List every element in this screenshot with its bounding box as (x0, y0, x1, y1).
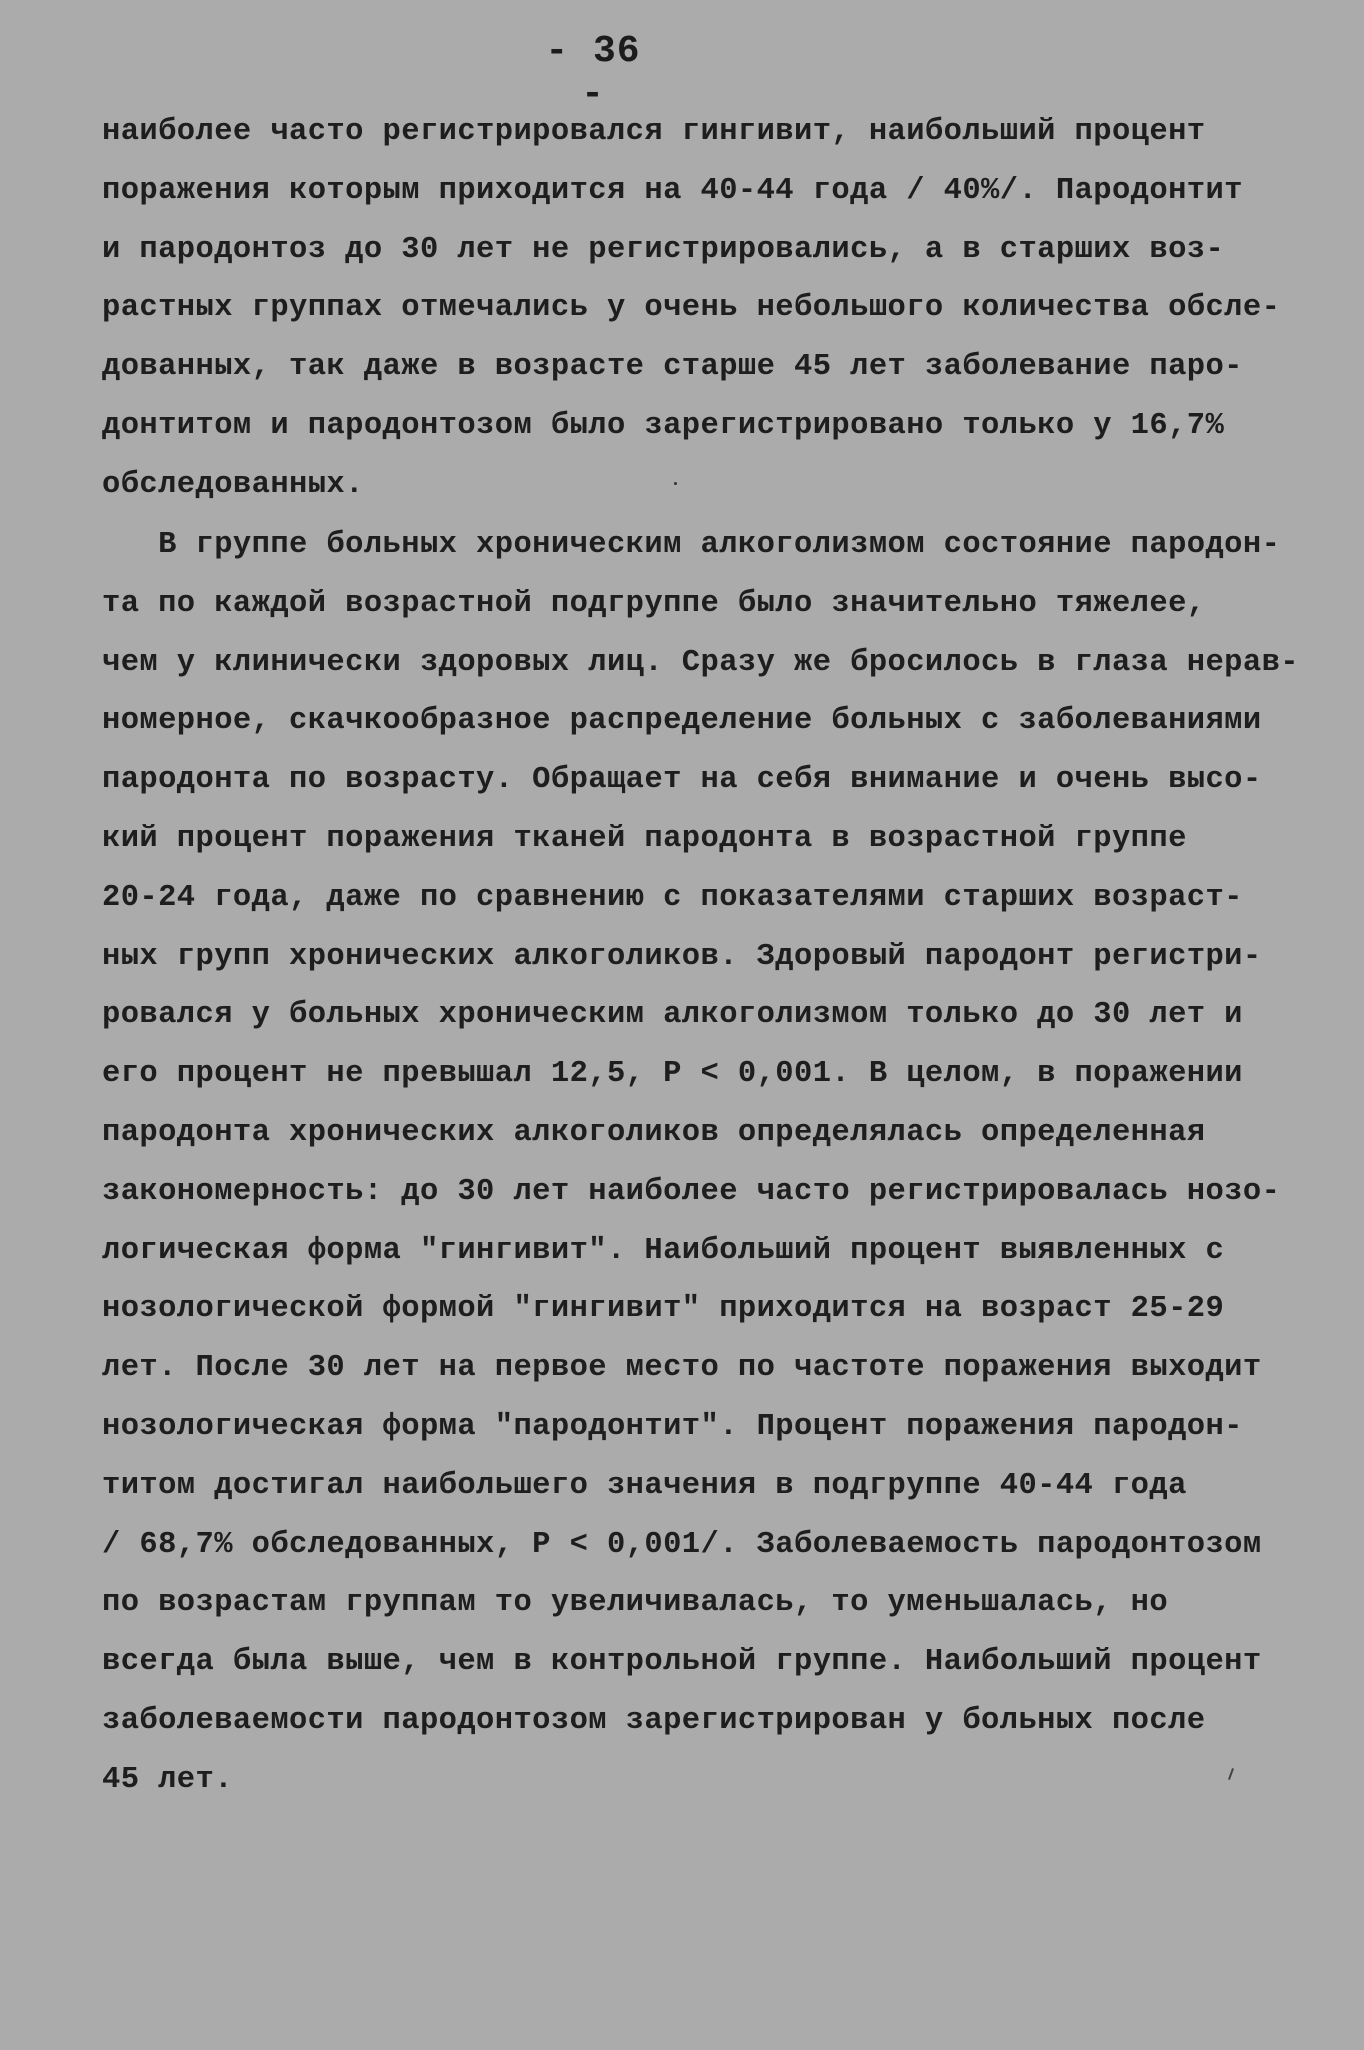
text-line: закономерность: до 30 лет наиболее часто регистрировалась нозо- (102, 1174, 1281, 1209)
text-line: логическая форма "гингивит". Наибольший процент выявленных с (102, 1233, 1225, 1268)
text-line: номерное, скачкообразное распределение больных с заболеваниями (102, 704, 1262, 739)
text-line: нозологическая форма "пародонтит". Процент поражения пародон- (102, 1409, 1243, 1444)
text-line: дованных, так даже в возрасте старше 45 лет заболевание паро- (102, 350, 1243, 385)
text-line: кий процент поражения тканей пародонта в возрастной группе (102, 821, 1187, 856)
text-line: пародонта по возрасту. Обращает на себя внимание и очень высо- (102, 763, 1262, 798)
page-number: - 36 - (545, 30, 641, 116)
text-line: ных групп хронических алкоголиков. Здоровый пародонт регистри- (102, 939, 1262, 974)
text-line: и пародонтоз до 30 лет не регистрировались, а в старших воз- (102, 232, 1225, 267)
text-line: В группе больных хроническим алкоголизмом состояние пародон- (102, 528, 1281, 562)
text-line: ровался у больных хроническим алкоголизмом только до 30 лет и (102, 998, 1243, 1033)
text-line: 20-24 года, даже по сравнению с показателями старших возраст- (102, 880, 1243, 915)
text-line: по возрастам группам то увеличивалась, то уменьшалась, но (102, 1586, 1169, 1621)
text-line: 45 лет. (102, 1762, 233, 1797)
text-line: нозологической формой "гингивит" приходится на возраст 25-29 (102, 1292, 1225, 1327)
paragraph-2 (102, 516, 1299, 1810)
paragraph-1 (102, 103, 1281, 515)
text-line: заболеваемости пародонтозом зарегистрирован у больных после (102, 1703, 1206, 1738)
text-line: донтитом и пародонтозом было зарегистрировано только у 16,7% (102, 408, 1225, 443)
text-line: растных группах отмечались у очень небольшого количества обсле- (102, 291, 1281, 326)
text-line: титом достигал наибольшего значения в подгруппе 40-44 года (102, 1468, 1187, 1503)
text-line: поражения которым приходится на 40-44 года / 40%/. Пародонтит (102, 173, 1243, 208)
text-line: его процент не превышал 12,5, Р < 0,001. В целом, в поражении (102, 1057, 1243, 1092)
scan-speck (674, 482, 677, 485)
text-line: обследованных. (102, 467, 364, 502)
text-line: чем у клинически здоровых лиц. Сразу же бросилось в глаза нерав- (102, 645, 1299, 680)
text-line: / 68,7% обследованных, Р < 0,001/. Заболеваемость пародонтозом (102, 1527, 1262, 1562)
text-line: лет. После 30 лет на первое место по частоте поражения выходит (102, 1351, 1262, 1386)
text-line: та по каждой возрастной подгруппе было значительно тяжелее, (102, 586, 1206, 621)
text-line: всегда была выше, чем в контрольной группе. Наибольший процент (102, 1645, 1262, 1680)
text-line: наиболее часто регистрировался гингивит, наибольший процент (102, 115, 1206, 149)
text-line: пародонта хронических алкоголиков определялась определенная (102, 1115, 1206, 1150)
